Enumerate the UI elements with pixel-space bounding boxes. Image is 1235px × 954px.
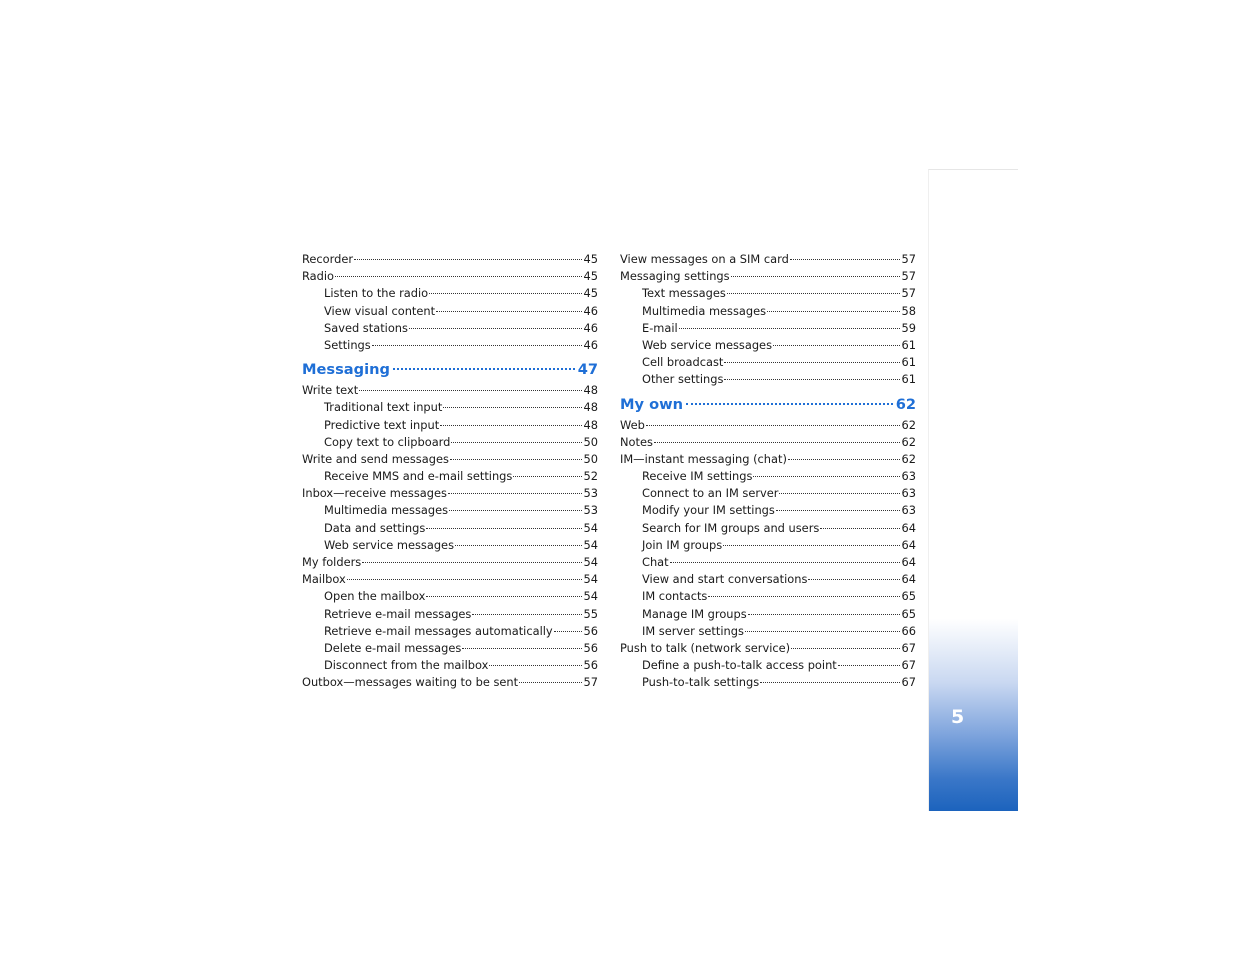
toc-entry-page: 45	[583, 252, 598, 266]
toc-left-column	[302, 251, 598, 692]
toc-entry-im-contacts[interactable]	[620, 588, 916, 605]
page-number: 5	[951, 706, 965, 728]
toc-entry-view-messages-on-a-sim-card[interactable]	[620, 251, 916, 268]
toc-entry-page: 67	[901, 658, 916, 673]
toc-entry-label: Mailbox	[302, 572, 346, 587]
toc-entry-page: 52	[583, 469, 598, 484]
dot-leader	[820, 528, 899, 529]
toc-entry-page: 54	[583, 537, 598, 552]
toc-entry-label: My own	[620, 395, 684, 413]
toc-entry-page: 56	[583, 658, 598, 673]
toc-entry-view-and-start-conversations[interactable]	[620, 571, 916, 588]
dot-leader	[708, 596, 899, 597]
toc-entry-label: Messaging	[302, 361, 390, 379]
toc-entry-traditional-text-input[interactable]	[302, 399, 598, 416]
toc-entry-label: Chat	[642, 555, 669, 569]
toc-entry-page: 55	[583, 606, 598, 621]
toc-entry-page: 64	[901, 572, 916, 587]
toc-entry-page: 67	[901, 675, 916, 690]
dot-leader	[372, 345, 582, 346]
toc-entry-messaging-settings[interactable]	[620, 268, 916, 285]
dot-leader	[455, 545, 581, 546]
dot-leader	[429, 293, 581, 294]
toc-entry-inbox-receive-messages[interactable]	[302, 485, 598, 502]
toc-entry-page: 57	[901, 252, 916, 266]
toc-entry-page: 62	[901, 434, 916, 449]
toc-entry-label: Manage IM groups	[642, 606, 747, 621]
toc-entry-write-text[interactable]	[302, 382, 598, 399]
dot-leader	[779, 493, 899, 494]
toc-entry-cell-broadcast[interactable]	[620, 354, 916, 371]
toc-entry-page: 54	[583, 572, 598, 587]
dot-leader	[436, 311, 581, 312]
toc-entry-page: 57	[901, 269, 916, 284]
toc-entry-label: Recorder	[302, 252, 354, 266]
toc-entry-label: Copy text to clipboard	[324, 434, 451, 449]
toc-section-messaging[interactable]	[302, 357, 598, 381]
toc-entry-page: 57	[901, 286, 916, 301]
toc-entry-radio[interactable]	[302, 268, 598, 285]
toc-entry-page: 67	[901, 640, 916, 655]
dot-leader	[362, 562, 581, 563]
toc-entry-settings[interactable]	[302, 337, 598, 354]
toc-entry-page: 50	[583, 451, 598, 466]
dot-leader	[472, 614, 581, 615]
toc-entry-page: 54	[583, 589, 598, 604]
toc-entry-label: Define a push-to-talk access point	[642, 658, 837, 673]
toc-entry-page: 64	[901, 537, 916, 552]
toc-entry-page: 66	[901, 623, 916, 638]
dot-leader	[753, 476, 899, 477]
dot-leader	[354, 259, 581, 260]
toc-entry-mailbox[interactable]	[302, 571, 598, 588]
dot-leader	[748, 614, 900, 615]
toc-entry-delete-e-mail-messages[interactable]	[302, 640, 598, 657]
dot-leader	[513, 476, 581, 477]
toc-entry-label: Multimedia messages	[324, 503, 449, 518]
toc-entry-label: Join IM groups	[642, 537, 723, 552]
dot-leader	[489, 665, 581, 666]
toc-entry-page: 54	[583, 520, 598, 535]
toc-entry-label: Retrieve e-mail messages automatically	[324, 623, 553, 638]
toc-entry-page: 65	[901, 606, 916, 621]
toc-entry-predictive-text-input[interactable]	[302, 417, 598, 434]
toc-entry-label: Modify your IM settings	[642, 503, 775, 518]
toc-entry-label: Connect to an IM server	[642, 486, 779, 501]
toc-entry-label: Messaging settings	[620, 269, 730, 284]
dot-leader	[347, 579, 582, 580]
toc-entry-label: Web service messages	[324, 537, 455, 552]
toc-entry-page: 61	[901, 355, 916, 370]
toc-entry-page: 63	[901, 469, 916, 484]
toc-entry-label: Traditional text input	[324, 400, 443, 415]
toc-entry-page: 64	[901, 555, 916, 569]
toc-entry-page: 59	[901, 320, 916, 335]
toc-entry-open-the-mailbox[interactable]	[302, 588, 598, 605]
toc-entry-label: Radio	[302, 269, 335, 284]
dot-leader	[745, 631, 900, 632]
dot-leader	[776, 510, 900, 511]
toc-entry-label: E-mail	[642, 320, 678, 335]
dot-leader	[440, 425, 581, 426]
toc-entry-page: 47	[577, 361, 598, 379]
dot-leader	[450, 459, 582, 460]
toc-entry-write-and-send-messages[interactable]	[302, 451, 598, 468]
toc-entry-page: 45	[583, 269, 598, 284]
toc-entry-page: 57	[583, 675, 598, 690]
dot-leader	[646, 425, 900, 426]
dot-leader	[838, 665, 900, 666]
toc-entry-page: 58	[901, 303, 916, 318]
dot-leader	[393, 368, 575, 370]
toc-entry-label: Cell broadcast	[642, 355, 724, 370]
toc-entry-label: Receive IM settings	[642, 469, 753, 484]
toc-entry-im-instant-messaging-chat[interactable]	[620, 451, 916, 468]
dot-leader	[670, 562, 900, 563]
toc-entry-label: Notes	[620, 434, 653, 449]
toc-entry-web-service-messages[interactable]	[302, 537, 598, 554]
dot-leader	[679, 328, 900, 329]
toc-entry-page: 48	[583, 417, 598, 432]
toc-entry-page: 63	[901, 503, 916, 518]
toc-entry-label: IM—instant messaging (chat)	[620, 451, 787, 466]
toc-entry-label: IM contacts	[642, 589, 708, 604]
dot-leader	[462, 648, 581, 649]
dot-leader	[767, 311, 899, 312]
toc-entry-receive-mms-and-e-mail-settings[interactable]	[302, 468, 598, 485]
dot-leader	[449, 510, 581, 511]
dot-leader	[760, 682, 899, 683]
toc-entry-label: My folders	[302, 555, 362, 569]
toc-entry-retrieve-e-mail-messages-automatically[interactable]	[302, 623, 598, 640]
toc-entry-disconnect-from-the-mailbox[interactable]	[302, 657, 598, 674]
dot-leader	[790, 259, 900, 260]
toc-entry-page: 62	[901, 417, 916, 432]
toc-entry-label: Push-to-talk settings	[642, 675, 760, 690]
toc-entry-connect-to-an-im-server[interactable]	[620, 485, 916, 502]
toc-right-column	[620, 251, 916, 692]
toc-section-my-own[interactable]	[620, 392, 916, 416]
toc-entry-page: 53	[583, 503, 598, 518]
toc-entry-page: 65	[901, 589, 916, 604]
dot-leader	[451, 442, 581, 443]
toc-entry-receive-im-settings[interactable]	[620, 468, 916, 485]
dot-leader	[723, 545, 899, 546]
toc-entry-e-mail[interactable]	[620, 320, 916, 337]
toc-entry-page: 46	[583, 337, 598, 352]
toc-entry-label: Web	[620, 417, 645, 432]
toc-entry-page: 56	[583, 623, 598, 638]
toc-entry-page: 62	[901, 451, 916, 466]
toc-entry-data-and-settings[interactable]	[302, 520, 598, 537]
toc-entry-label: Settings	[324, 337, 371, 352]
toc-entry-multimedia-messages[interactable]	[302, 502, 598, 519]
dot-leader	[519, 682, 581, 683]
toc-entry-join-im-groups[interactable]	[620, 537, 916, 554]
toc-entry-page: 63	[901, 486, 916, 501]
dot-leader	[448, 493, 582, 494]
toc-entry-label: View visual content	[324, 303, 436, 318]
toc-entry-page: 48	[583, 383, 598, 398]
toc-entry-chat[interactable]	[620, 554, 916, 571]
toc-entry-label: Receive MMS and e-mail settings	[324, 469, 513, 484]
toc-entry-label: Web service messages	[642, 337, 773, 352]
toc-entry-label: Push to talk (network service)	[620, 640, 791, 655]
toc-entry-label: IM server settings	[642, 623, 744, 638]
toc-entry-outbox-messages-waiting-to-be-sent[interactable]	[302, 674, 598, 691]
page-tab	[928, 169, 1018, 811]
toc-entry-push-to-talk-settings[interactable]	[620, 674, 916, 691]
toc-entry-label: Search for IM groups and users	[642, 520, 820, 535]
toc-entry-web-service-messages[interactable]	[620, 337, 916, 354]
toc-entry-multimedia-messages[interactable]	[620, 303, 916, 320]
toc-entry-label: View messages on a SIM card	[620, 252, 789, 266]
toc-entry-recorder[interactable]	[302, 251, 598, 268]
toc-entry-define-a-push-to-talk-access-point[interactable]	[620, 657, 916, 674]
toc-entry-label: Delete e-mail messages	[324, 640, 462, 655]
toc-entry-page: 53	[583, 486, 598, 501]
toc-entry-page: 64	[901, 520, 916, 535]
toc-entry-label: Multimedia messages	[642, 303, 767, 318]
dot-leader	[426, 596, 581, 597]
toc-entry-notes[interactable]	[620, 434, 916, 451]
dot-leader	[727, 293, 900, 294]
toc-entry-label: Data and settings	[324, 520, 426, 535]
toc-entry-page: 62	[895, 395, 916, 413]
dot-leader	[443, 407, 581, 408]
dot-leader	[686, 403, 893, 405]
dot-leader	[654, 442, 900, 443]
toc-entry-page: 61	[901, 372, 916, 387]
toc-entry-label: Open the mailbox	[324, 589, 426, 604]
dot-leader	[808, 579, 899, 580]
toc-entry-listen-to-the-radio[interactable]	[302, 285, 598, 302]
dot-leader	[335, 276, 581, 277]
toc-entry-label: View and start conversations	[642, 572, 808, 587]
toc-entry-label: Other settings	[642, 372, 724, 387]
toc-entry-modify-your-im-settings[interactable]	[620, 502, 916, 519]
dot-leader	[731, 276, 900, 277]
toc-entry-manage-im-groups[interactable]	[620, 606, 916, 623]
toc-entry-web[interactable]	[620, 417, 916, 434]
toc-entry-push-to-talk-network-service[interactable]	[620, 640, 916, 657]
toc-entry-label: Predictive text input	[324, 417, 440, 432]
toc-entry-label: Outbox—messages waiting to be sent	[302, 675, 519, 690]
toc-entry-page: 46	[583, 303, 598, 318]
toc-entry-page: 61	[901, 337, 916, 352]
toc-entry-label: Saved stations	[324, 320, 408, 335]
toc-entry-page: 45	[583, 286, 598, 301]
toc-entry-page: 54	[583, 555, 598, 569]
toc-entry-text-messages[interactable]	[620, 285, 916, 302]
toc-entry-retrieve-e-mail-messages[interactable]	[302, 606, 598, 623]
toc-entry-page: 48	[583, 400, 598, 415]
dot-leader	[554, 631, 582, 632]
toc-entry-page: 56	[583, 640, 598, 655]
toc-entry-label: Write and send messages	[302, 451, 449, 466]
toc-entry-label: Write text	[302, 383, 359, 398]
toc-entry-view-visual-content[interactable]	[302, 303, 598, 320]
dot-leader	[426, 528, 581, 529]
dot-leader	[724, 362, 899, 363]
dot-leader	[791, 648, 899, 649]
dot-leader	[724, 379, 899, 380]
toc-entry-saved-stations[interactable]	[302, 320, 598, 337]
toc-entry-other-settings[interactable]	[620, 371, 916, 388]
toc-entry-label: Retrieve e-mail messages	[324, 606, 472, 621]
dot-leader	[359, 390, 581, 391]
toc-entry-my-folders[interactable]	[302, 554, 598, 571]
toc-entry-search-for-im-groups-and-users[interactable]	[620, 520, 916, 537]
toc-entry-copy-text-to-clipboard[interactable]	[302, 434, 598, 451]
dot-leader	[409, 328, 582, 329]
toc-entry-page: 50	[583, 434, 598, 449]
toc-entry-page: 46	[583, 320, 598, 335]
toc-entry-label: Listen to the radio	[324, 286, 429, 301]
toc-entry-label: Inbox—receive messages	[302, 486, 447, 501]
dot-leader	[773, 345, 899, 346]
dot-leader	[788, 459, 900, 460]
toc-entry-label: Disconnect from the mailbox	[324, 658, 489, 673]
toc-entry-im-server-settings[interactable]	[620, 623, 916, 640]
toc-entry-label: Text messages	[642, 286, 726, 301]
